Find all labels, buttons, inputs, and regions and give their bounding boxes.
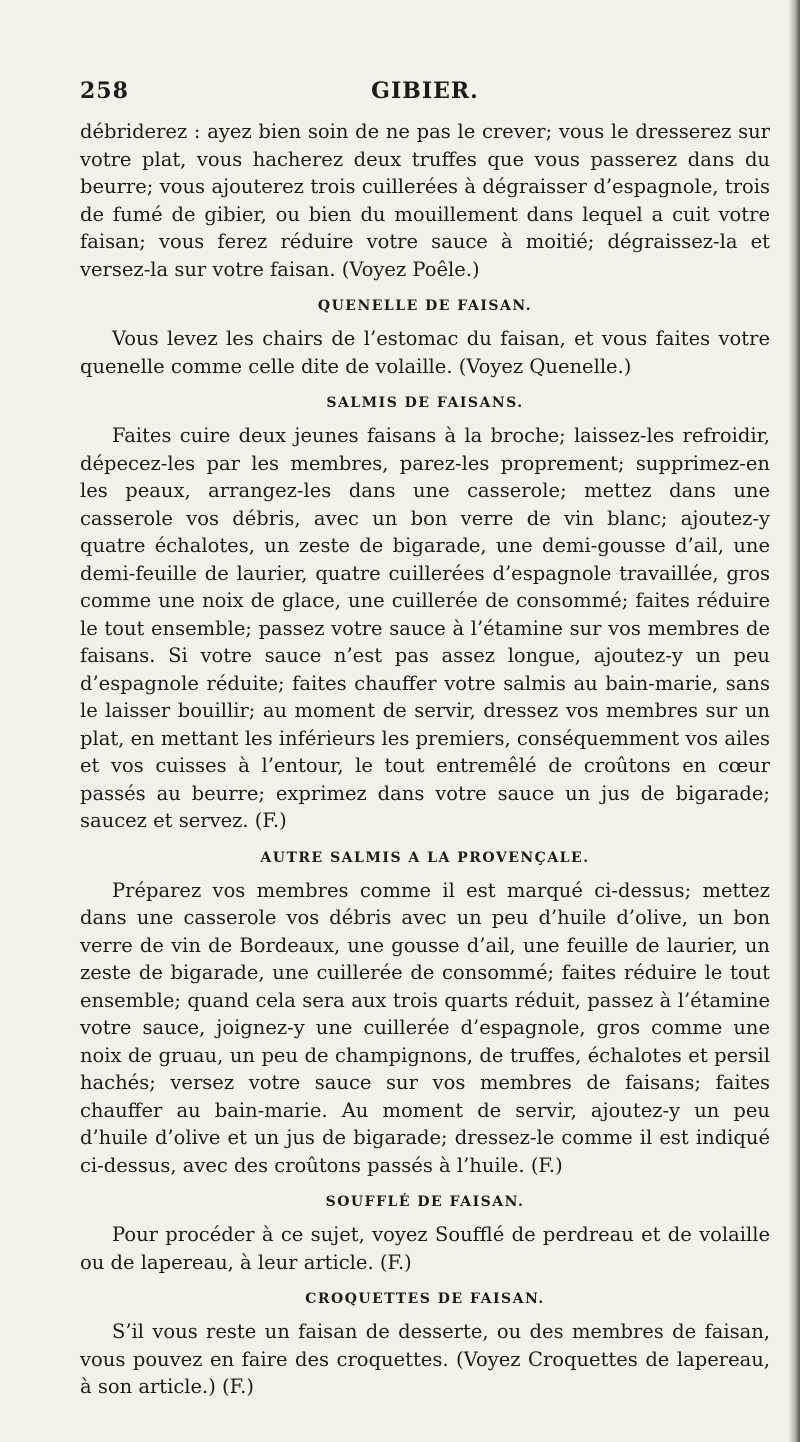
paragraph-quenelle: Vous levez les chairs de l’estomac du faisan, et vous faites votre quenelle comme celle dite de volaille. (Voyez Quenelle.) — [80, 327, 770, 378]
paragraph-continued: débriderez : ayez bien soin de ne pas le crever; vous le dresserez sur votre plat, vous hacherez deux truffes que vous passerez dans du beurre; vous ajouterez trois cuillerées à dégraisser d’espagnole, trois de fumé de gibier, ou bien du mouillement dans lequel a cuit votre faisan; vous ferez réduire votre sauce à moitié; dégraissez-la et versez-la sur votre faisan. (Voyez Poêle.) — [80, 120, 770, 281]
section-heading-salmis: SALMIS DE FAISANS. — [326, 395, 524, 411]
page-number: 258 — [80, 78, 129, 104]
running-title: GIBIER. — [371, 78, 479, 104]
paragraph-salmis-provencale: Préparez vos membres comme il est marqué ci-dessus; mettez dans une casserole vos débris avec un peu d’huile d’olive, un bon verre de vin de Bordeaux, une gousse d’ail, une feuille de laurier, un zeste de bigarade, une cuillerée de consommé; faites réduire le tout ensemble; quand cela sera aux trois quarts réduit, passez à l’étamine votre sauce, joignez-y une cuillerée d’espagnole, gros comme une noix de gruau, un peu de champignons, de truffes, échalotes et persil hachés; versez votre sauce sur vos membres de faisans; faites chauffer au bain-marie. Au moment de servir, ajoutez-y un peu d’huile d’olive et un jus de bigarade; dressez-le comme il est indiqué ci-dessus, avec des croûtons passés à l’huile. (F.) — [80, 878, 770, 1177]
section-heading-salmis-provencale: AUTRE SALMIS A LA PROVENÇALE. — [260, 849, 590, 866]
section-heading-souffle: SOUFFLÉ DE FAISAN. — [325, 1194, 525, 1210]
paragraph-souffle: Pour procéder à ce sujet, voyez Soufflé de perdreau et de volaille ou de lapereau, à leur article. (F.) — [80, 1223, 770, 1274]
page-edge-shadow — [788, 0, 800, 1442]
paragraph-croquettes: S’il vous reste un faisan de desserte, ou des membres de faisan, vous pouvez en faire des croquettes. (Voyez Croquettes de lapereau, à son article.) (F.) — [80, 1320, 770, 1398]
section-heading-quenelle: QUENELLE DE FAISAN. — [317, 298, 533, 314]
page-header — [80, 78, 770, 118]
book-page — [80, 78, 770, 1401]
paragraph-salmis: Faites cuire deux jeunes faisans à la broche; laissez-les refroidir, dépecez-les par les membres, parez-les proprement; supprimez-en les peaux, arrangez-les dans une casserole; mettez dans une casserole vos débris, avec un bon verre de vin blanc; ajoutez-y quatre échalotes, un zeste de bigarade, une demi-gousse d’ail, une demi-feuille de laurier, quatre cuillerées d’espagnole travaillée, gros comme une noix de glace, une cuillerée de consommé; faites réduire le tout ensemble; passez votre sauce à l’étamine sur vos membres de faisans. Si votre sauce n’est pas assez longue, ajoutez-y un peu d’espagnole réduite; faites chauffer votre salmis au bain-marie, sans le laisser bouillir; au moment de servir, dressez vos membres sur un plat, en mettant les inférieurs les premiers, conséquemment vos ailes et vos cuisses à l’entour, le tout entremêlé de croûtons en cœur passés au beurre; exprimez dans votre sauce un jus de bigarade; saucez et servez. (F.) — [80, 424, 770, 832]
section-heading-croquettes: CROQUETTES DE FAISAN. — [305, 1291, 545, 1307]
